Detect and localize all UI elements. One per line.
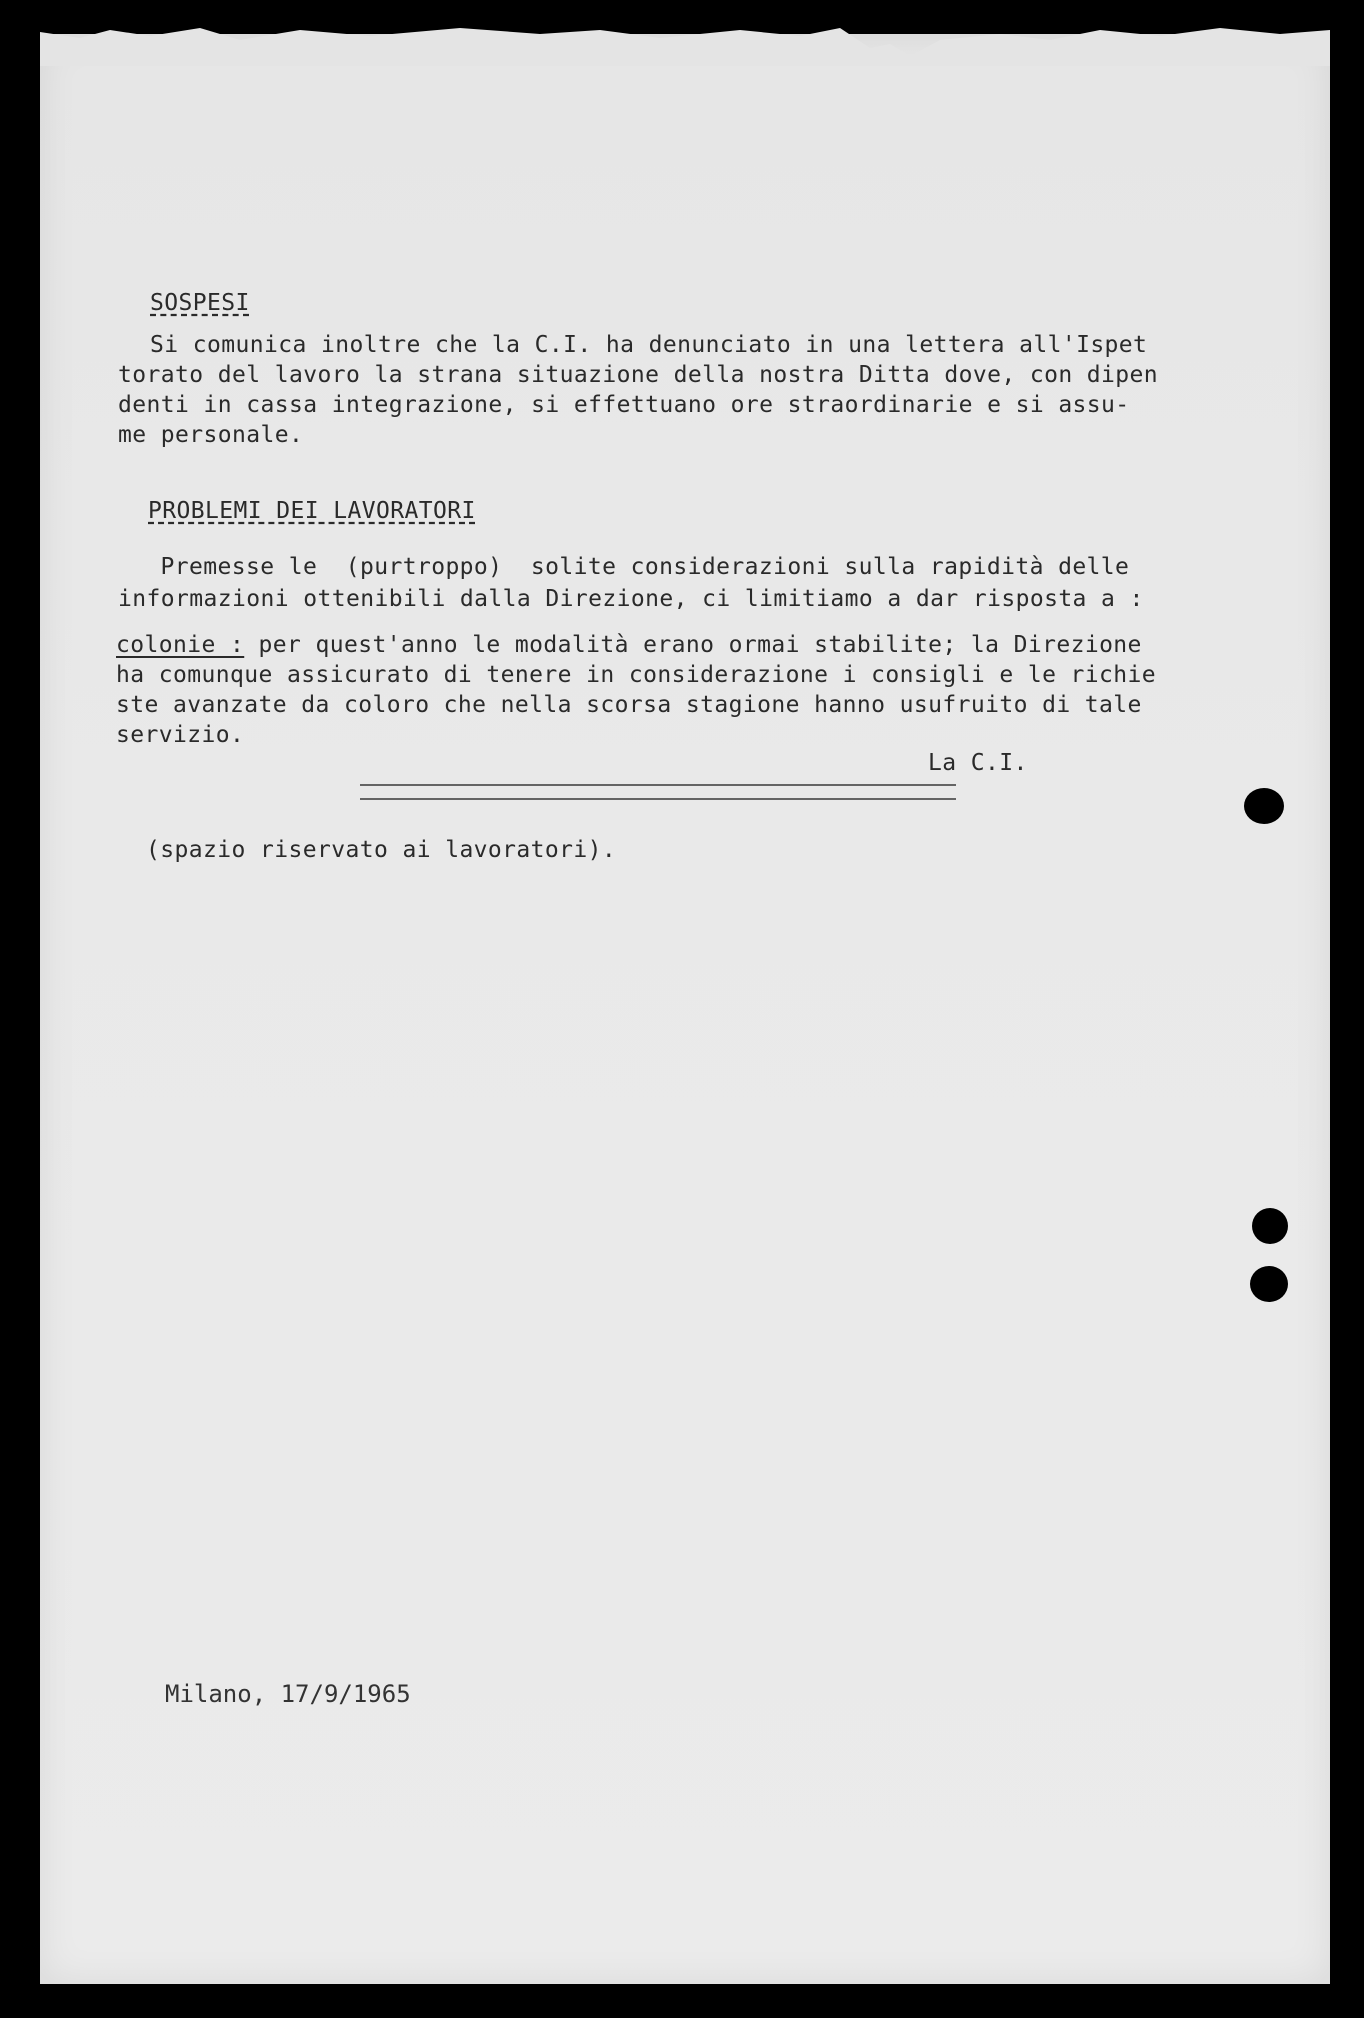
sospesi-line: me personale.: [118, 422, 304, 448]
torn-top-edge: [40, 26, 1330, 66]
sospesi-line: Si comunica inoltre che la C.I. ha denunciato in una lettera all'Ispet: [150, 332, 1148, 358]
problemi-intro-line: Premesse le (purtroppo) solite considerazioni sulla rapidità delle: [132, 554, 1130, 580]
colonie-line: ste avanzate da coloro che nella scorsa stagione hanno usufruito di tale: [116, 692, 1142, 718]
colonie-label: colonie :: [116, 632, 245, 658]
problemi-heading: PROBLEMI DEI LAVORATORI: [148, 498, 476, 524]
punch-hole: [1244, 788, 1284, 824]
colonie-first-line: [116, 630, 1142, 660]
separator-rule: [360, 784, 956, 800]
problemi-intro-line: informazioni ottenibili dalla Direzione, ci limitiamo a dar risposta a :: [118, 586, 1144, 612]
colonie-line: ha comunque assicurato di tenere in considerazione i consigli e le richie: [116, 662, 1157, 688]
document-date: Milano, 17/9/1965: [165, 1680, 411, 1708]
sospesi-heading: SOSPESI: [150, 290, 250, 316]
workers-space-note: (spazio riservato ai lavoratori).: [146, 837, 617, 863]
signature: La C.I.: [928, 750, 1028, 776]
colonie-line: servizio.: [116, 722, 245, 748]
punch-hole: [1250, 1266, 1288, 1302]
punch-hole: [1252, 1208, 1288, 1244]
sospesi-line: torato del lavoro la strana situazione della nostra Ditta dove, con dipen: [118, 362, 1159, 388]
colonie-text: per quest'anno le modalità erano ormai stabilite; la Direzione: [244, 632, 1142, 658]
sospesi-line: denti in cassa integrazione, si effettuano ore straordinarie e si assu-: [118, 392, 1130, 418]
